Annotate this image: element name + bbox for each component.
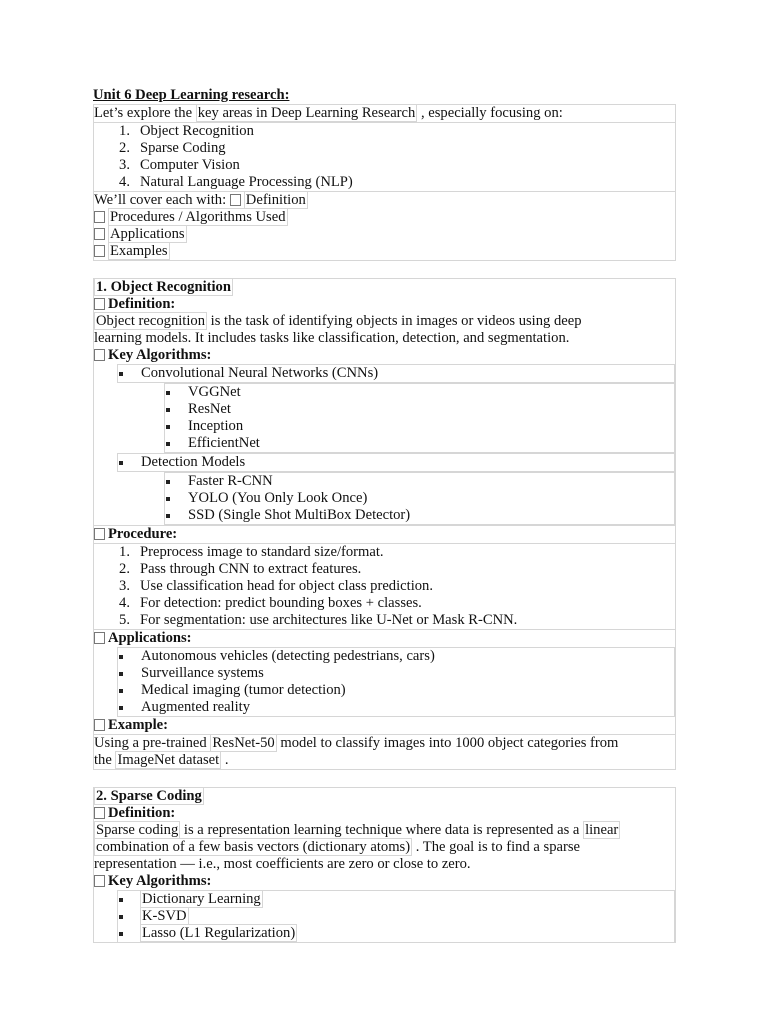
intro-block	[93, 104, 676, 261]
list-item: Faster R-CNN	[165, 473, 674, 490]
procedure-label: Procedure:	[94, 525, 675, 543]
bulb-icon	[94, 719, 105, 731]
cover-line: We’ll cover each with: Definition	[94, 192, 306, 208]
list-item: ResNet	[165, 401, 674, 418]
algorithms-label: Key Algorithms:	[94, 873, 675, 890]
definition-text: combination of a few basis vectors (dictionary atoms) . The goal is to find a sparse	[96, 839, 581, 855]
section-object-recognition	[93, 278, 676, 770]
list-item: Medical imaging (tumor detection)	[118, 682, 674, 699]
example-label: Example:	[94, 717, 675, 734]
procedure-step: 2. Pass through CNN to extract features.	[119, 561, 362, 577]
target-icon	[94, 632, 105, 644]
intro-highlight: key areas in Deep Learning Research	[197, 105, 416, 121]
intro-text: Let’s explore the	[94, 105, 196, 121]
definition-label: Definition:	[94, 296, 675, 313]
pin-icon	[94, 807, 105, 819]
cover-line: Applications	[94, 226, 675, 243]
procedure-step: 3. Use classification head for object class prediction.	[119, 578, 433, 594]
gear-icon	[94, 528, 105, 540]
applications-label: Applications:	[94, 630, 675, 647]
list-item: K-SVD	[118, 908, 674, 925]
definition-text: learning models. It includes tasks like classification, detection, and segmentation.	[94, 330, 570, 346]
definition-text: Sparse coding is a representation learning technique where data is represented as a linear	[96, 822, 619, 838]
intro-text-end: , especially focusing on:	[417, 105, 563, 121]
checkbox-icon	[94, 211, 105, 223]
list-item: Lasso (L1 Regularization)	[118, 925, 674, 942]
cover-line: Examples	[94, 243, 675, 260]
cover-line: Procedures / Algorithms Used	[94, 209, 675, 226]
list-item: YOLO (You Only Look Once)	[165, 490, 674, 507]
example-text: Using a pre-trained ResNet-50 model to classify images into 1000 object categories from	[94, 735, 619, 751]
list-item: Dictionary Learning	[118, 891, 674, 908]
list-item: Detection Models	[118, 454, 674, 471]
checkbox-icon	[94, 228, 105, 240]
topic-item: 2. Sparse Coding	[119, 140, 226, 156]
list-item: Inception	[165, 418, 674, 435]
list-item: SSD (Single Shot MultiBox Detector)	[165, 507, 674, 524]
checkbox-icon	[230, 194, 241, 206]
topic-item: 4. Natural Language Processing (NLP)	[119, 174, 353, 190]
algorithms-label: Key Algorithms:	[94, 347, 675, 364]
checkbox-icon	[94, 245, 105, 257]
list-item: VGGNet	[165, 384, 674, 401]
procedure-step: 1. Preprocess image to standard size/format.	[119, 544, 384, 560]
procedure-step: 5. For segmentation: use architectures like U-Net or Mask R-CNN.	[119, 612, 518, 628]
example-text: the ImageNet dataset .	[94, 752, 229, 768]
document-page	[93, 86, 676, 943]
gear-icon	[94, 875, 105, 887]
procedure-step: 4. For detection: predict bounding boxes + classes.	[119, 595, 422, 611]
section-sparse-coding	[93, 787, 676, 943]
document-title: Unit 6 Deep Learning research:	[93, 87, 290, 103]
list-item: EfficientNet	[165, 435, 674, 452]
list-item: Convolutional Neural Networks (CNNs)	[118, 365, 674, 382]
section-heading: 2. Sparse Coding	[96, 788, 202, 804]
pin-icon	[94, 298, 105, 310]
intro-line	[94, 105, 675, 122]
topic-item: 3. Computer Vision	[119, 157, 240, 173]
definition-label: Definition:	[94, 805, 675, 822]
list-item: Autonomous vehicles (detecting pedestrians, cars)	[118, 648, 674, 665]
section-heading: 1. Object Recognition	[96, 279, 231, 295]
gear-icon	[94, 349, 105, 361]
definition-text: representation — i.e., most coefficients are zero or close to zero.	[94, 856, 471, 872]
definition-text: Object recognition is the task of identifying objects in images or videos using deep	[96, 313, 582, 329]
list-item: Surveillance systems	[118, 665, 674, 682]
list-item: Augmented reality	[118, 699, 674, 716]
topic-item: 1. Object Recognition	[119, 123, 254, 139]
